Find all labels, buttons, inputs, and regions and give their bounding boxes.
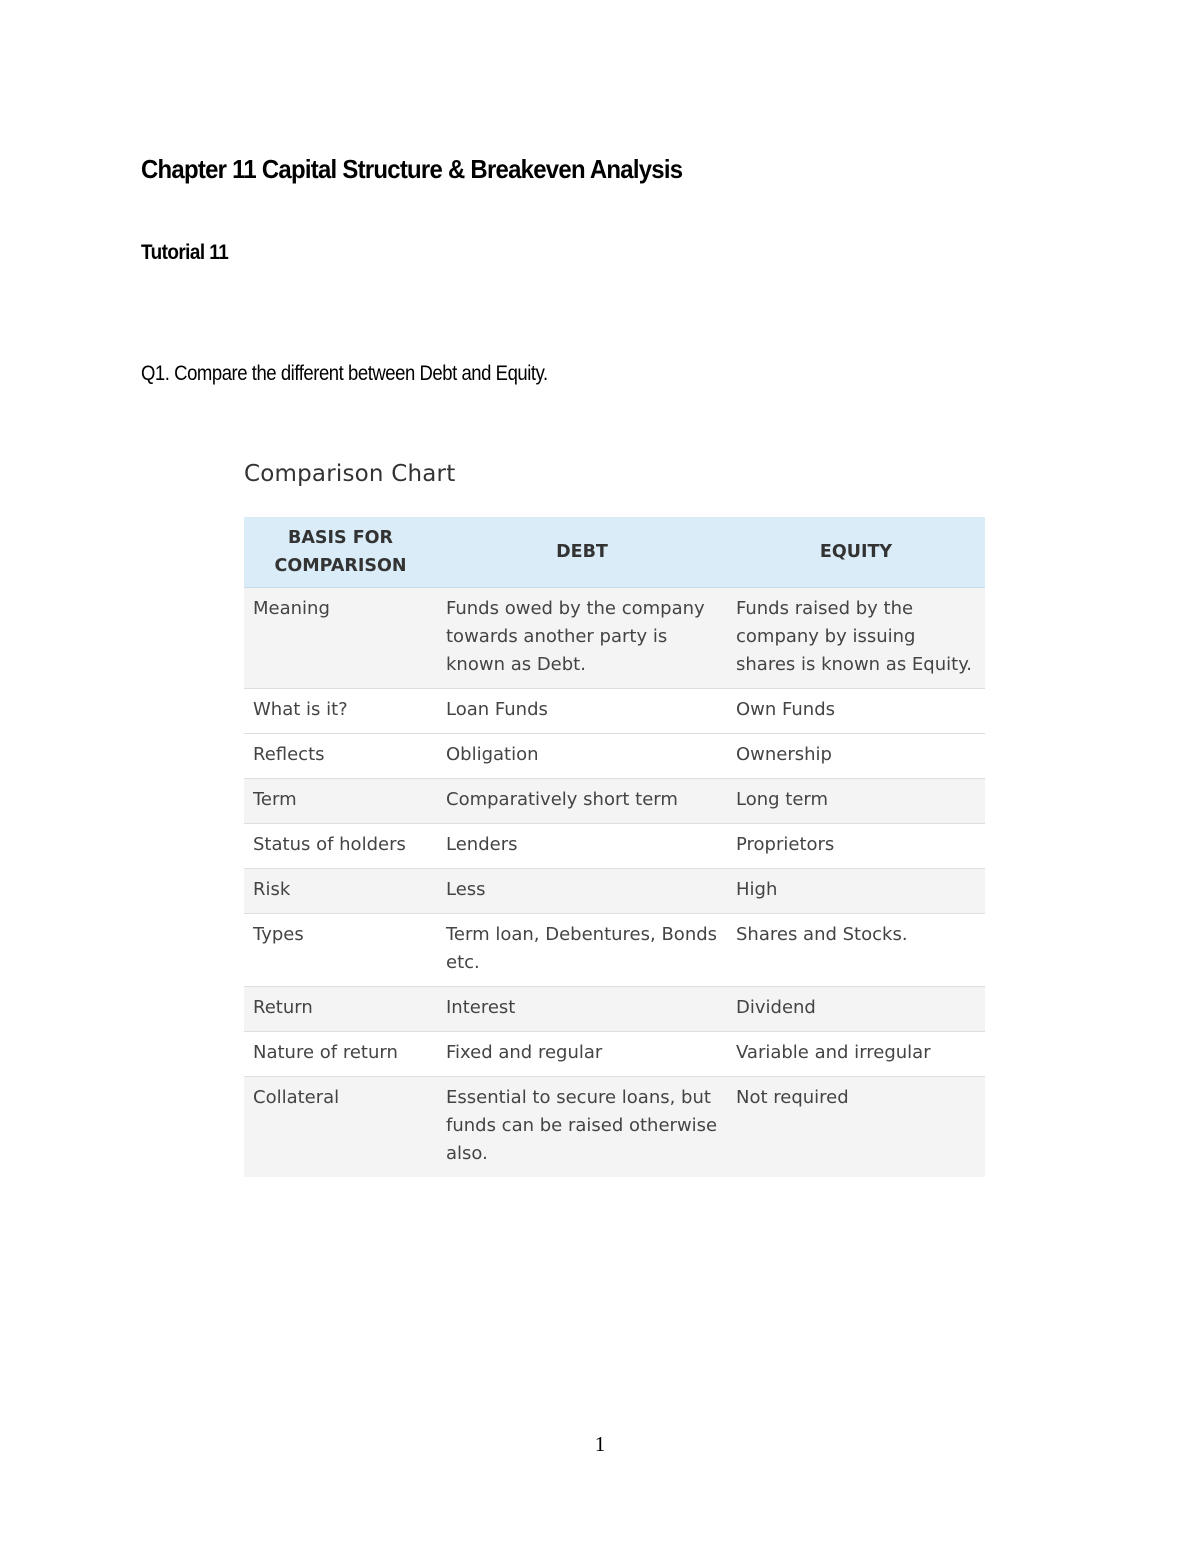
row-debt: Fixed and regular: [437, 1032, 727, 1077]
row-equity: Variable and irregular: [727, 1032, 985, 1077]
table-row: [244, 869, 985, 914]
row-debt: Lenders: [437, 824, 727, 869]
row-basis: Meaning: [244, 588, 437, 689]
header-equity: EQUITY: [727, 517, 985, 588]
row-basis: Risk: [244, 869, 437, 914]
row-basis: Term: [244, 779, 437, 824]
row-equity: Own Funds: [727, 689, 985, 734]
row-debt: Comparatively short term: [437, 779, 727, 824]
row-equity: Shares and Stocks.: [727, 914, 985, 987]
page-title: Chapter 11 Capital Structure & Breakeven Analysis: [141, 154, 683, 184]
row-basis: Status of holders: [244, 824, 437, 869]
row-basis: What is it?: [244, 689, 437, 734]
row-equity: Ownership: [727, 734, 985, 779]
header-basis: BASIS FOR COMPARISON: [244, 517, 437, 588]
row-debt: Term loan, Debentures, Bonds etc.: [437, 914, 727, 987]
table-row: [244, 689, 985, 734]
row-equity: Proprietors: [727, 824, 985, 869]
question-text: Q1. Compare the different between Debt and Equity.: [141, 362, 548, 385]
table-row: [244, 734, 985, 779]
row-basis: Nature of return: [244, 1032, 437, 1077]
row-equity: High: [727, 869, 985, 914]
tutorial-subtitle: Tutorial 11: [141, 241, 229, 264]
comparison-chart-title: Comparison Chart: [244, 461, 456, 487]
table-header-row: [244, 517, 985, 588]
row-basis: Collateral: [244, 1077, 437, 1178]
table-row: [244, 1077, 985, 1178]
table-row: [244, 779, 985, 824]
table-row: [244, 987, 985, 1032]
table-row: [244, 588, 985, 689]
row-debt: Obligation: [437, 734, 727, 779]
table-row: [244, 824, 985, 869]
row-equity: Long term: [727, 779, 985, 824]
row-debt: Interest: [437, 987, 727, 1032]
row-basis: Return: [244, 987, 437, 1032]
row-equity: Funds raised by the company by issuing shares is known as Equity.: [727, 588, 985, 689]
header-debt: DEBT: [437, 517, 727, 588]
table-row: [244, 1032, 985, 1077]
table-row: [244, 914, 985, 987]
row-equity: Not required: [727, 1077, 985, 1178]
comparison-table: [244, 517, 985, 1177]
page-number: 1: [594, 1432, 606, 1456]
row-debt: Essential to secure loans, but funds can be raised otherwise also.: [437, 1077, 727, 1178]
row-debt: Less: [437, 869, 727, 914]
row-debt: Loan Funds: [437, 689, 727, 734]
row-equity: Dividend: [727, 987, 985, 1032]
row-debt: Funds owed by the company towards another party is known as Debt.: [437, 588, 727, 689]
row-basis: Types: [244, 914, 437, 987]
row-basis: Reflects: [244, 734, 437, 779]
